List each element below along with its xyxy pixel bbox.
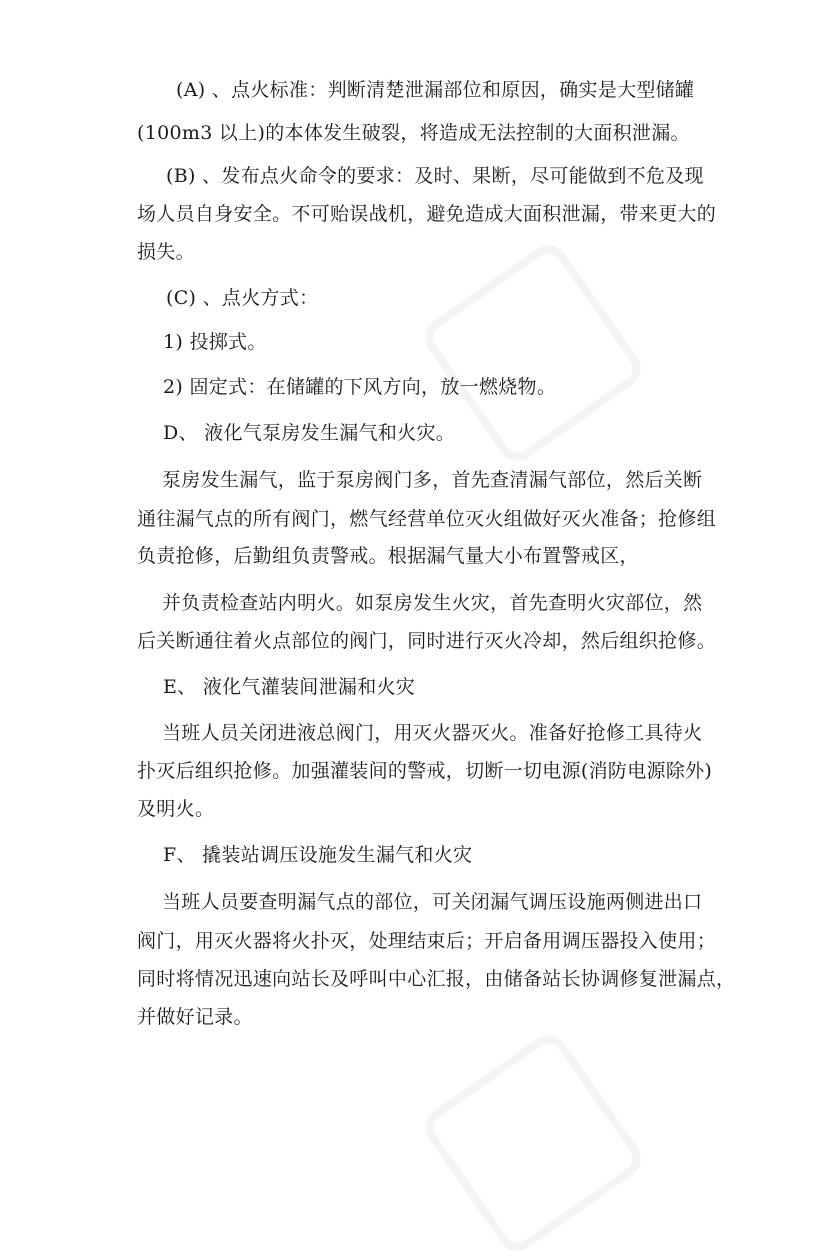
paragraph-d-line-1: 泵房发生漏气，监于泵房阀门多，首先查清漏气部位，然后关断	[162, 469, 703, 491]
paragraph-d-line-2: 通往漏气点的所有阀门，燃气经营单位灭火组做好灭火准备；抢修组	[137, 508, 717, 530]
list-item-1: 1) 投掷式。	[163, 331, 267, 353]
list-item-2: 2) 固定式：在储罐的下风方向，放一燃烧物。	[163, 376, 557, 398]
paragraph-e-line-3: 及明火。	[137, 798, 215, 820]
paragraph-d-line-5: 后关断通往着火点部位的阀门，同时进行灭火冷却，然后组织抢修。	[137, 630, 717, 652]
paragraph-b-line-2: 场人员自身安全。不可贻误战机，避免造成大面积泄漏，带来更大的	[137, 203, 717, 225]
heading-f: F、 撬装站调压设施发生漏气和火灾	[163, 844, 473, 866]
paragraph-f-line-3: 同时将情况迅速向站长及呼叫中心汇报，由储备站长协调修复泄漏点，	[137, 968, 736, 990]
heading-c: (C) 、点火方式：	[166, 287, 319, 309]
paragraph-e-line-2: 扑灭后组织抢修。加强灌装间的警戒，切断一切电源(消防电源除外)	[137, 760, 713, 782]
paragraph-f-line-1: 当班人员要查明漏气点的部位，可关闭漏气调压设施两侧进出口	[162, 891, 703, 913]
paragraph-e-line-1: 当班人员关闭进液总阀门，用灭火器灭火。准备好抢修工具待火	[162, 722, 703, 744]
paragraph-d-line-3: 负责抢修，后勤组负责警戒。根据漏气量大小布置警戒区，	[137, 545, 639, 567]
paragraph-f-line-2: 阀门，用灭火器将火扑灭，处理结束后；开启备用调压器投入使用；	[137, 930, 717, 952]
paragraph-a-line-1: (A) 、点火标准：判断清楚泄漏部位和原因，确实是大型储罐	[176, 79, 695, 101]
heading-d: D、 液化气泵房发生漏气和火灾。	[163, 422, 456, 444]
paragraph-b-line-3: 损失。	[137, 241, 195, 263]
paragraph-d-line-4: 并负责检查站内明火。如泵房发生火灾，首先查明火灾部位，然	[162, 592, 703, 614]
paragraph-f-line-4: 并做好记录。	[137, 1006, 253, 1028]
paragraph-b-line-1: (B) 、发布点火命令的要求：及时、果断，尽可能做到不危及现	[166, 165, 704, 187]
watermark-stamp	[417, 1027, 648, 1258]
paragraph-a-line-2: (100m3 以上)的本体发生破裂，将造成无法控制的大面积泄漏。	[137, 122, 690, 144]
heading-e: E、 液化气灌装间泄漏和火灾	[163, 676, 416, 698]
